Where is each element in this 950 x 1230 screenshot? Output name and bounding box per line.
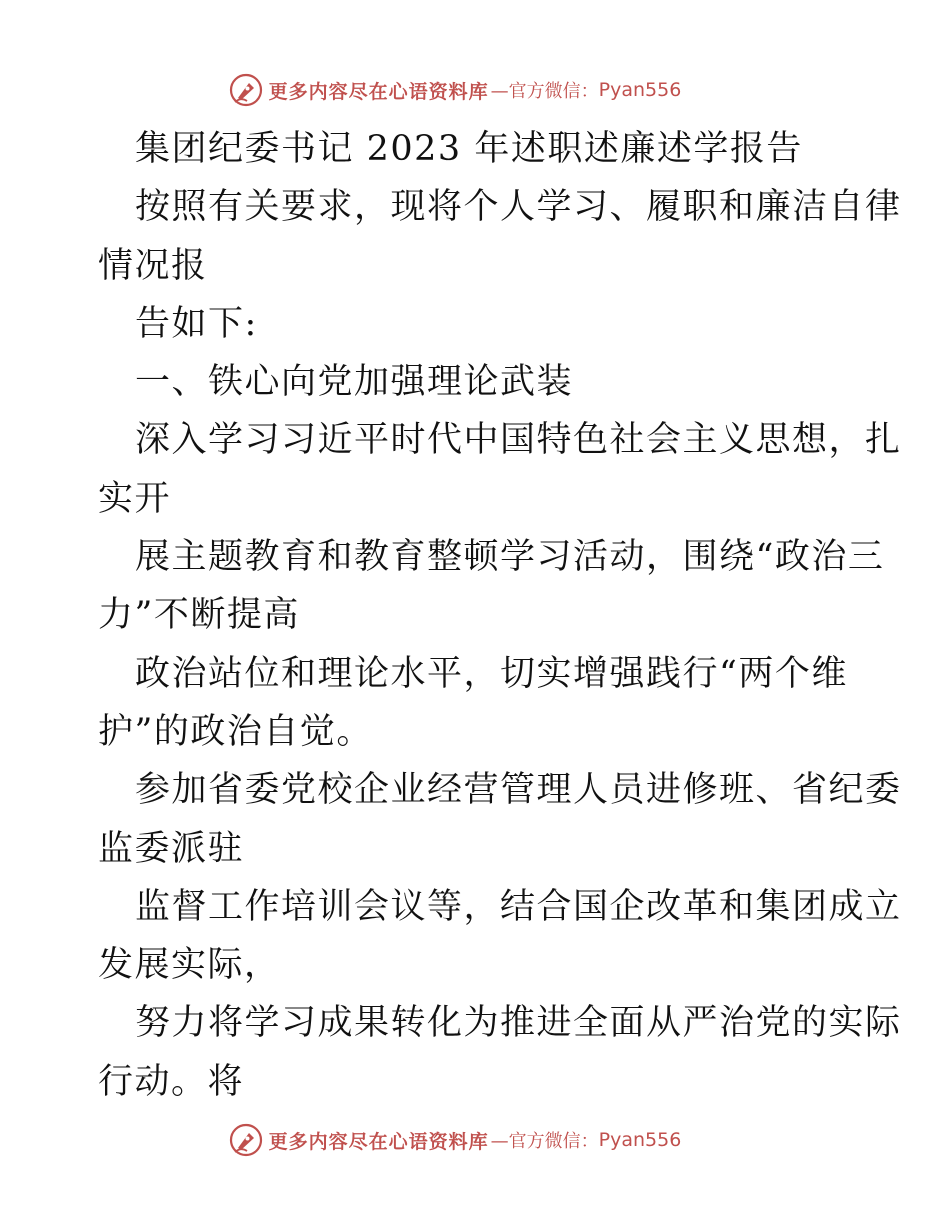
paragraph-line: 政治站位和理论水平，切实增强践行“两个维 [135, 653, 848, 694]
paragraph-line: 参加省委党校企业经营管理人员进修班、省纪委 [135, 770, 902, 811]
watermark-wechat-id: Pyan556 [598, 79, 682, 101]
watermark-separator: —官方微信： [490, 1131, 599, 1152]
pen-nib-logo-icon [229, 1123, 263, 1157]
paragraph-line: 告如下: [135, 303, 258, 344]
paragraph-line: 监督工作培训会议等，结合国企改革和集团成立 [135, 886, 902, 927]
document-body [98, 120, 902, 1111]
paragraph-line: 监委派驻 [98, 828, 245, 869]
document-title: 集团纪委书记 2023 年述职述廉述学报告 [135, 129, 803, 169]
watermark-wechat-id: Pyan556 [598, 1129, 682, 1151]
paragraph-line: 按照有关要求，现将个人学习、履职和廉洁自律 [135, 187, 902, 228]
watermark-text: 更多内容尽在心语资料库 [268, 1130, 489, 1153]
paragraph-line: 努力将学习成果转化为推进全面从严治党的实际 [135, 1003, 902, 1044]
paragraph-line: 展主题教育和教育整顿学习活动，围绕“政治三 [135, 537, 885, 578]
pen-nib-logo-icon [229, 73, 263, 107]
watermark-text: 更多内容尽在心语资料库 [268, 80, 489, 103]
paragraph-line: 情况报 [98, 245, 208, 286]
section-heading: 一、铁心向党加强理论武装 [135, 362, 574, 403]
paragraph-line: 力”不断提高 [98, 595, 300, 636]
watermark-separator: —官方微信： [490, 81, 599, 102]
paragraph-line: 实开 [98, 478, 172, 519]
footer-watermark [0, 1120, 950, 1160]
paragraph-line: 发展实际， [98, 945, 281, 986]
paragraph-line: 行动。将 [98, 1061, 245, 1102]
header-watermark [0, 70, 950, 110]
paragraph-line: 深入学习习近平时代中国特色社会主义思想，扎 [135, 420, 902, 461]
paragraph-line: 护”的政治自觉。 [98, 711, 373, 752]
